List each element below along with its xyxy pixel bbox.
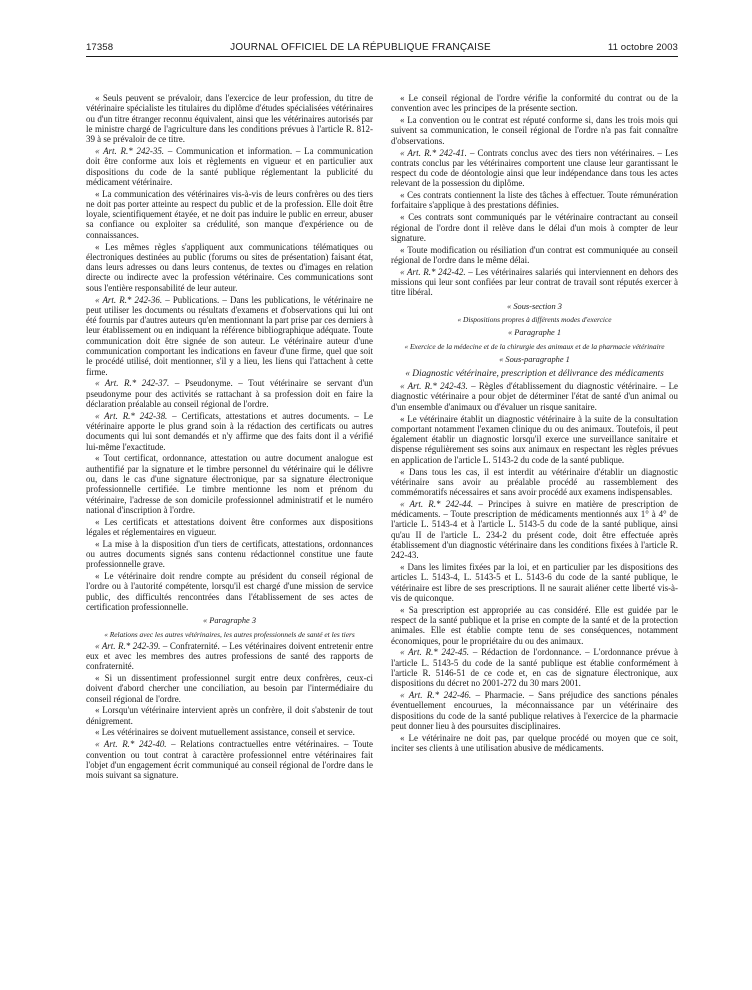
article-paragraph bbox=[86, 411, 373, 452]
header-rule bbox=[86, 56, 678, 57]
article-reference: « Art. R.* 242-39. bbox=[95, 640, 161, 651]
body-paragraph: « Le vétérinaire ne doit pas, par quelque procédé ou moyen que ce soit, inciter ses clients à une utilisation abusive de médicaments. bbox=[391, 732, 678, 754]
body-paragraph: « Le vétérinaire doit rendre compte au président du conseil régional de l'ordre ou à l'autorité compétente, lorsqu'il est chargé d'une mission de service public, des difficultés rencontrées dans l'établissement de ses actes de certification professionnelle. bbox=[86, 571, 373, 612]
body-paragraph: « Le conseil régional de l'ordre vérifie la conformité du contrat ou de la convention avec les principes de la présente section. bbox=[391, 93, 678, 114]
article-reference: « Art. R.* 242-35. bbox=[95, 145, 165, 156]
article-paragraph bbox=[86, 378, 373, 409]
body-paragraph: « Toute modification ou résiliation d'un contrat est communiquée au conseil régional de l'ordre dans le même délai. bbox=[391, 244, 678, 265]
article-reference: « Art. R.* 242-37. bbox=[95, 378, 170, 389]
body-paragraph: « Lorsqu'un vétérinaire intervient après un confrère, il doit s'abstenir de tout dénigrement. bbox=[86, 705, 373, 726]
article-paragraph bbox=[86, 641, 373, 672]
section-heading: « Diagnostic vétérinaire, prescription et délivrance des médicaments bbox=[405, 369, 664, 380]
article-reference: « Art. R.* 242-44. bbox=[400, 498, 474, 509]
body-paragraph: « Les vétérinaires se doivent mutuellement assistance, conseil et service. bbox=[95, 727, 355, 738]
article-paragraph bbox=[391, 381, 678, 412]
section-heading: « Exercice de la médecine et de la chirurgie des animaux et de la pharmacie vétérinaire bbox=[404, 342, 665, 352]
article-reference: « Art. R.* 242-40. bbox=[95, 739, 167, 750]
article-paragraph bbox=[391, 267, 678, 298]
body-paragraph: « La convention ou le contrat est réputé conforme si, dans les trois mois qui suivent sa communication, le conseil régional de l'ordre n'a pas fait connaître d'observations. bbox=[391, 115, 678, 146]
body-paragraph: « Les certificats et attestations doivent être conformes aux dispositions légales et réglementaires en vigueur. bbox=[86, 516, 373, 537]
body-paragraph: « Ces contrats sont communiqués par le vétérinaire contractant au conseil régional de l'ordre dont il relève dans le délai d'un mois à compter de leur signature. bbox=[391, 212, 678, 243]
body-paragraph: « Dans tous les cas, il est interdit au vétérinaire d'établir un diagnostic vétérinaire sans avoir au préalable procédé au rassemblement des commémoratifs nécessaires et sans avoir procédé aux examens indispensables. bbox=[391, 466, 678, 498]
article-paragraph bbox=[391, 499, 678, 561]
journal-title: JOURNAL OFFICIEL DE LA RÉPUBLIQUE FRANÇAISE bbox=[230, 42, 491, 53]
article-reference: « Art. R.* 242-46. bbox=[400, 690, 472, 701]
page-number: 17358 bbox=[86, 42, 114, 53]
article-paragraph bbox=[86, 295, 373, 377]
text-columns bbox=[86, 93, 678, 979]
right-column bbox=[391, 93, 678, 979]
section-heading: « Sous-section 3 bbox=[507, 301, 562, 311]
article-paragraph bbox=[391, 690, 678, 731]
article-reference: « Art. R.* 242-38. bbox=[95, 410, 168, 421]
section-heading: « Dispositions propres à différents modes d'exercice bbox=[457, 315, 612, 325]
article-text: – Contrats conclus avec des tiers non vétérinaires. – Les contrats conclus par les vétérinaires comportent une clause leur garantissant le respect du code de déontologie ainsi que leur indépendance dans tous les actes relevant de la possession du diplôme. bbox=[391, 147, 678, 189]
article-paragraph bbox=[86, 739, 373, 780]
article-reference: « Art. R.* 242-45. bbox=[400, 647, 470, 658]
body-paragraph: « La communication des vétérinaires vis-à-vis de leurs confrères ou des tiers ne doit pas porter atteinte au respect du public et de la profession. Elle doit être loyale, scientifiquement étayée, et ne doit pas induire le public en erreur, abuser sa confiance ou exploiter sa crédulité, son manque d'expérience ou de connaissances. bbox=[86, 188, 373, 240]
body-paragraph: « Ces contrats contiennent la liste des tâches à effectuer. Toute rémunération forfaitaire s'applique à des prestations définies. bbox=[391, 190, 678, 211]
article-reference: « Art. R.* 242-42. bbox=[400, 266, 466, 277]
body-paragraph: « Dans les limites fixées par la loi, et en particulier par les dispositions des articles L. 5143-4, L. 5143-5 et L. 5143-6 du code de la santé publique, le vétérinaire est libre de ses prescriptions. Il ne saurait aliéner cette liberté vis-à-vis de quiconque. bbox=[391, 562, 678, 603]
body-paragraph: « La mise à la disposition d'un tiers de certificats, attestations, ordonnances ou autres documents signés sans contenu rédactionnel constitue une faute professionnelle grave. bbox=[86, 538, 373, 570]
body-paragraph: « Tout certificat, ordonnance, attestation ou autre document analogue est authentifié par la signature et le timbre personnel du vétérinaire qui le délivre ou, dans le cas d'une signature électronique, par sa signature électronique professionnelle certifiée. Le timbre mentionne les nom et prénom du vétérinaire, l'adresse de son domicile professionnel administratif et le numéro national d'inscription à l'ordre. bbox=[86, 453, 373, 515]
article-text: – Pseudonyme. – Tout vétérinaire se servant d'un pseudonyme pour des activités se rattachant à sa profession doit en faire la déclaration préalable au conseil régional de l'ordre. bbox=[86, 378, 374, 409]
article-paragraph bbox=[86, 146, 373, 187]
article-text: – Publications. – Dans les publications, le vétérinaire ne peut utiliser les documents ou résultats d'examens et d'observations qui lui ont été fournis par d'autres auteurs qu'en mentionnant la part prise par ces derniers à leur établissement ou en indiquant la référence bibliographique adéquate. Toute communication doit être signée de son auteur. Le vétérinaire auteur d'une communication comportant les indications en faveur d'une firme, quel que soit le procédé utilisé, doit mentionner, s'il y a lieu, les liens qui l'attachent à cette firme. bbox=[86, 294, 373, 377]
body-paragraph: « Les mêmes règles s'appliquent aux communications télématiques ou électroniques destinées au public (forums ou sites de présentation) faisant état, dans leurs adresses ou dans leurs contenus, de textes ou d'images en relation directe ou indirecte avec la profession vétérinaire. Ces communications sont sous l'entière responsabilité de leur auteur. bbox=[86, 241, 373, 293]
article-text: – Règles d'établissement du diagnostic vétérinaire. – Le diagnostic vétérinaire a pour objet de déterminer l'état de santé d'un animal ou d'un ensemble d'animaux ou d'évaluer un risque sanitaire. bbox=[391, 381, 678, 412]
article-text: – Les vétérinaires salariés qui interviennent en dehors des missions qui leur sont confiées par leur contrat de travail sont réputés exercer à titre libéral. bbox=[391, 266, 678, 298]
article-text: – Relations contractuelles entre vétérinaires. – Toute convention ou tout contrat à caractère professionnel entre vétérinaires fait l'objet d'un engagement écrit communiqué au conseil régional de l'ordre dans le mois suivant sa signature. bbox=[86, 739, 373, 781]
left-column bbox=[86, 93, 373, 979]
article-text: – Rédaction de l'ordonnance. – L'ordonnance prévue à l'article L. 5143-5 du code de la santé publique est établie conformément à l'article R. 5146-51 de ce code et, en cas de signature électronique, aux dispositions du décret no 2001-272 du 30 mars 2001. bbox=[391, 647, 678, 689]
article-paragraph bbox=[391, 647, 678, 688]
section-heading: « Relations avec les autres vétérinaires, les autres professionnels de santé et les tiers bbox=[104, 630, 355, 640]
body-paragraph: « Le vétérinaire établit un diagnostic vétérinaire à la suite de la consultation comportant notamment l'examen clinique du ou des animaux. Toutefois, il peut également établir un diagnostic lorsqu'il exerce une surveillance sanitaire et dispense régulièrement ses soins aux animaux en respectant les règles prévues en application de l'article L. 5143-2 du code de la santé publique. bbox=[391, 413, 678, 465]
page-header bbox=[86, 42, 678, 53]
body-paragraph: « Seuls peuvent se prévaloir, dans l'exercice de leur profession, du titre de vétérinaire spécialiste les titulaires du diplôme d'études spécialisées vétérinaires ou d'un titre étranger reconnu équivalent, ainsi que les vétérinaires autorisés par le ministre chargé de l'agriculture dans les conditions prévues à l'article R. 812-39 à se prévaloir de ce titre. bbox=[86, 93, 373, 145]
article-reference: « Art. R.* 242-41. bbox=[400, 147, 467, 158]
article-text: – Communication et information. – La communication doit être conforme aux lois et règlements en vigueur et en particulier aux dispositions du code de la santé publique réglementant la publicité du médicament vétérinaire. bbox=[86, 145, 373, 187]
issue-date: 11 octobre 2003 bbox=[607, 42, 678, 53]
body-paragraph: « Sa prescription est appropriée au cas considéré. Elle est guidée par le respect de la santé publique et la prise en compte de la santé et de la protection animales. Elle est établie compte tenu de ses conséquences, notamment économiques, pour le propriétaire du ou des animaux. bbox=[391, 604, 678, 646]
section-heading: « Paragraphe 3 bbox=[202, 616, 257, 626]
section-heading: « Paragraphe 1 bbox=[507, 328, 562, 338]
article-text: – Principes à suivre en matière de prescription de médicaments. – Toute prescription de médicaments mentionnés aux 1° à 4° de l'article L. 5143-4 et à l'article L. 5143-5 du code de la santé publique, ainsi qu'au II de l'article L. 234-2 du présent code, doit être effectuée après établissement d'un diagnostic vétérinaire dans les conditions fixées à l'article R. 242-43. bbox=[391, 498, 678, 561]
article-text: – Confraternité. – Les vétérinaires doivent entretenir entre eux et avec les membres des autres professions de santé des rapports de confraternité. bbox=[86, 640, 373, 672]
article-reference: « Art. R.* 242-36. bbox=[95, 294, 163, 305]
article-text: – Certificats, attestations et autres documents. – Le vétérinaire apporte le plus grand soin à la rédaction des certificats ou autres documents qui lui sont demandés et n'y affirme que des faits dont il a vérifié lui-même l'exactitude. bbox=[86, 410, 373, 452]
article-text: – Pharmacie. – Sans préjudice des sanctions pénales éventuellement encourues, la méconnaissance par un vétérinaire des dispositions du code de la santé publique relatives à l'exercice de la pharmacie peut donner lieu à des poursuites disciplinaires. bbox=[391, 690, 679, 731]
section-heading: « Sous-paragraphe 1 bbox=[499, 355, 570, 365]
article-paragraph bbox=[391, 148, 678, 189]
body-paragraph: « Si un dissentiment professionnel surgit entre deux confrères, ceux-ci doivent d'abord chercher une conciliation, au besoin par l'intermédiaire du conseil régional de l'ordre. bbox=[86, 672, 373, 704]
article-reference: « Art. R.* 242-43. bbox=[400, 381, 468, 392]
